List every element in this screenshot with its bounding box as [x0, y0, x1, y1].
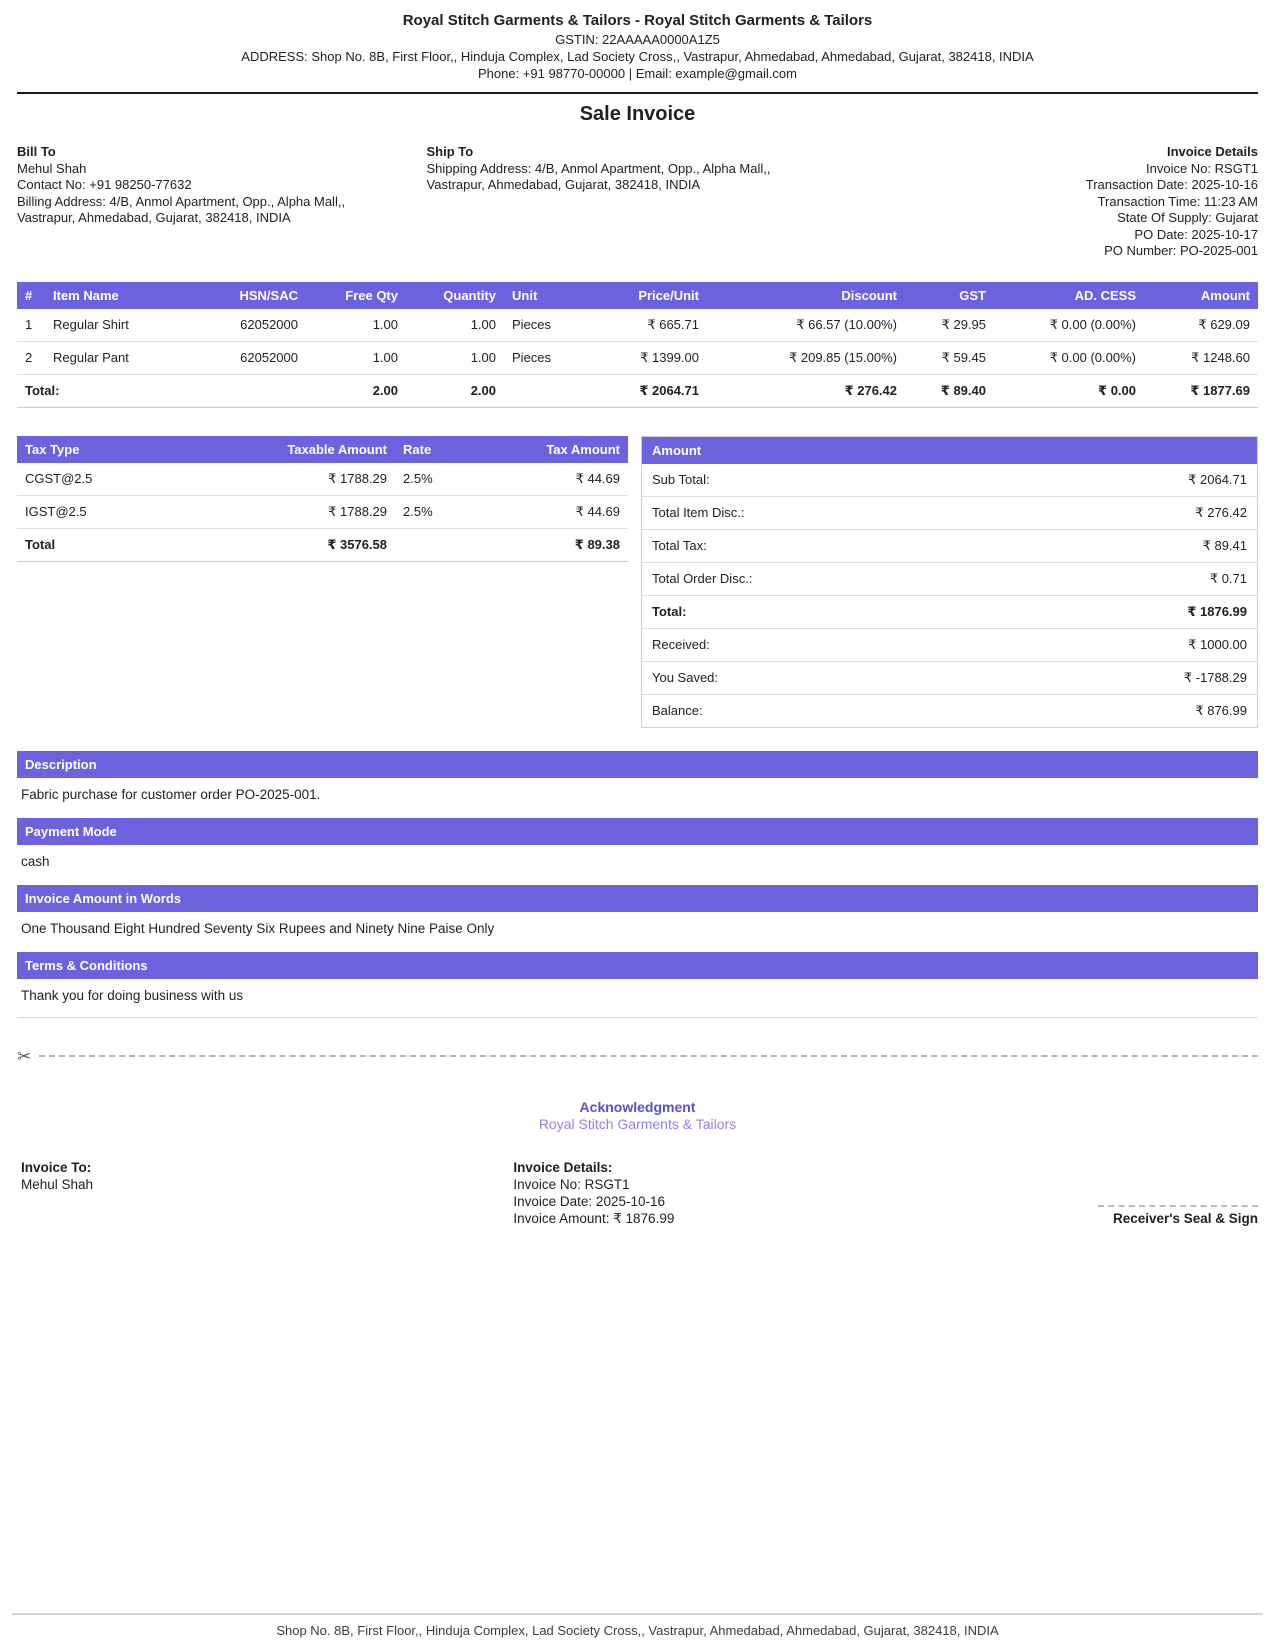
cell-price: ₹ 665.71	[610, 309, 707, 342]
tax-row	[17, 463, 628, 496]
summary-row-balance	[642, 695, 1257, 727]
total-amount: ₹ 1877.69	[1144, 374, 1258, 407]
summary-row-total	[642, 596, 1257, 629]
tax-total-label: Total	[17, 528, 175, 561]
total-free-qty: 2.00	[306, 374, 406, 407]
cut-dashed-line	[39, 1055, 1258, 1057]
footer-address: Shop No. 8B, First Floor,, Hinduja Complex, Lad Society Cross,, Vastrapur, Ahmedabad, Ahmedabad, Gujarat, 382418, INDIA	[276, 1623, 999, 1638]
summary-value: ₹ 1876.99	[1187, 603, 1247, 619]
cell-index: 1	[17, 309, 45, 342]
po-number-line: PO Number: PO-2025-001	[1104, 243, 1258, 258]
amount-in-words-content: One Thousand Eight Hundred Seventy Six Rupees and Ninety Nine Paise Only	[21, 920, 495, 936]
tax-total-taxable: ₹ 3576.58	[175, 528, 395, 561]
invoice-no-line: Invoice No: RSGT1	[1146, 160, 1258, 176]
description-content: Fabric purchase for customer order PO-2025-001.	[21, 786, 321, 802]
col-discount: Discount	[707, 282, 905, 309]
items-header-row	[17, 282, 1258, 309]
tax-amount-row	[17, 436, 1258, 728]
document-title: Sale Invoice	[579, 103, 696, 125]
col-gst: GST	[905, 282, 994, 309]
col-price-unit: Price/Unit	[610, 282, 707, 309]
ack-invoice-details-block	[513, 1159, 1098, 1227]
cell-rate: 2.5%	[395, 463, 475, 496]
terms-section	[17, 952, 1258, 1007]
col-tax-amount: Tax Amount	[475, 436, 628, 463]
summary-row-tax	[642, 530, 1257, 563]
total-gst: ₹ 89.40	[905, 374, 994, 407]
payment-mode-section	[17, 818, 1258, 873]
items-table	[17, 282, 1258, 408]
parties-row	[17, 144, 1258, 260]
col-taxable-amount: Taxable Amount	[175, 436, 395, 463]
description-section	[17, 751, 1258, 806]
tax-header-row	[17, 436, 628, 463]
ship-to-block	[427, 144, 812, 260]
amount-panel-title: Amount	[642, 437, 1257, 464]
header-divider	[17, 92, 1258, 94]
cell-ad-cess: ₹ 0.00 (0.00%)	[994, 341, 1144, 374]
cell-quantity: 1.00	[406, 341, 504, 374]
amount-in-words-section	[17, 885, 1258, 940]
summary-label: You Saved:	[652, 669, 719, 685]
items-total-row	[17, 374, 1258, 407]
payment-mode-content: cash	[21, 853, 50, 869]
tax-table	[17, 436, 628, 562]
summary-row-subtotal	[642, 464, 1257, 497]
total-price: ₹ 2064.71	[610, 374, 707, 407]
terms-divider	[17, 1017, 1258, 1018]
cell-amount: ₹ 629.09	[1144, 309, 1258, 342]
invoice-details-block	[811, 144, 1258, 260]
ack-invoice-date: Invoice Date: 2025-10-16	[513, 1193, 665, 1209]
summary-value: ₹ 0.71	[1209, 570, 1247, 586]
transaction-time-line: Transaction Time: 11:23 AM	[1097, 193, 1258, 209]
transaction-date-line: Transaction Date: 2025-10-16	[1085, 177, 1258, 192]
ship-to-title: Ship To	[426, 144, 474, 159]
payment-mode-title: Payment Mode	[17, 818, 1258, 845]
col-unit: Unit	[504, 282, 610, 309]
tax-row	[17, 495, 628, 528]
cell-amount: ₹ 1248.60	[1144, 341, 1258, 374]
cell-gst: ₹ 29.95	[905, 309, 994, 342]
terms-content: Thank you for doing business with us	[21, 987, 244, 1003]
cell-tax-amount: ₹ 44.69	[475, 463, 628, 496]
bill-to-title: Bill To	[17, 144, 56, 159]
description-title: Description	[17, 751, 1258, 778]
total-quantity: 2.00	[406, 374, 504, 407]
company-header	[17, 12, 1258, 82]
summary-value: ₹ 876.99	[1195, 702, 1247, 718]
col-tax-type: Tax Type	[17, 436, 175, 463]
summary-value: ₹ 2064.71	[1188, 471, 1247, 487]
ack-invoice-amount: Invoice Amount: ₹ 1876.99	[513, 1210, 675, 1226]
col-rate: Rate	[395, 436, 475, 463]
col-free-qty: Free Qty	[306, 282, 406, 309]
col-ad-cess: AD. CESS	[994, 282, 1144, 309]
amount-in-words-title: Invoice Amount in Words	[17, 885, 1258, 912]
summary-row-received	[642, 629, 1257, 662]
ack-invoice-to-name: Mehul Shah	[21, 1176, 94, 1192]
receiver-seal-label: Receiver's Seal & Sign	[1098, 1205, 1258, 1227]
summary-value: ₹ 276.42	[1195, 504, 1247, 520]
page-footer	[0, 1613, 1275, 1650]
scissors-icon: ✂	[17, 1046, 32, 1066]
total-unit	[504, 374, 610, 407]
total-discount: ₹ 276.42	[707, 374, 905, 407]
bill-to-address: Billing Address: 4/B, Anmol Apartment, Opp., Alpha Mall,, Vastrapur, Ahmedabad, Gujarat, 382418, INDIA	[17, 193, 346, 225]
item-row	[17, 309, 1258, 342]
cell-discount: ₹ 209.85 (15.00%)	[707, 341, 905, 374]
cell-rate: 2.5%	[395, 495, 475, 528]
item-row	[17, 341, 1258, 374]
terms-title: Terms & Conditions	[17, 952, 1258, 979]
cell-item-name: Regular Pant	[45, 341, 210, 374]
summary-label: Balance:	[652, 702, 703, 718]
state-of-supply-line: State Of Supply: Gujarat	[1117, 210, 1258, 225]
summary-label: Total Tax:	[652, 537, 707, 553]
amount-summary-panel	[641, 436, 1258, 728]
cell-price: ₹ 1399.00	[610, 341, 707, 374]
company-address: ADDRESS: Shop No. 8B, First Floor,, Hinduja Complex, Lad Society Cross,, Vastrapur, Ahmedabad, Ahmedabad, Gujarat, 382418, INDIA	[241, 49, 1034, 64]
tax-total-row	[17, 528, 628, 561]
cell-unit: Pieces	[504, 309, 610, 342]
summary-value: ₹ 89.41	[1202, 537, 1247, 553]
cell-hsn: 62052000	[210, 309, 306, 342]
bill-to-block	[17, 144, 427, 260]
cell-taxable-amount: ₹ 1788.29	[175, 463, 395, 496]
tax-table-wrap	[17, 436, 628, 562]
cell-index: 2	[17, 341, 45, 374]
cell-discount: ₹ 66.57 (10.00%)	[707, 309, 905, 342]
items-table-wrap	[17, 282, 1258, 408]
cell-free-qty: 1.00	[306, 341, 406, 374]
cell-ad-cess: ₹ 0.00 (0.00%)	[994, 309, 1144, 342]
cell-hsn: 62052000	[210, 341, 306, 374]
ship-to-address: Shipping Address: 4/B, Anmol Apartment, Opp., Alpha Mall,, Vastrapur, Ahmedabad, Gujarat, 382418, INDIA	[426, 160, 771, 192]
acknowledgment-columns	[17, 1159, 1258, 1227]
cell-item-name: Regular Shirt	[45, 309, 210, 342]
ack-invoice-to-label: Invoice To:	[21, 1159, 92, 1175]
company-name: Royal Stitch Garments & Tailors - Royal Stitch Garments & Tailors	[402, 12, 873, 29]
acknowledgment-header	[17, 1099, 1258, 1133]
cell-tax-type: CGST@2.5	[17, 463, 175, 496]
bill-to-contact: Contact No: +91 98250-77632	[17, 177, 192, 192]
summary-row-item-disc	[642, 497, 1257, 530]
summary-label: Received:	[652, 636, 710, 652]
tax-total-amount: ₹ 89.38	[475, 528, 628, 561]
total-label: Total:	[17, 374, 306, 407]
col-index: #	[17, 282, 45, 309]
receiver-seal-block	[1098, 1205, 1258, 1227]
col-amount: Amount	[1144, 282, 1258, 309]
ack-details-label: Invoice Details:	[513, 1159, 613, 1175]
summary-value: ₹ -1788.29	[1183, 669, 1247, 685]
ack-invoice-no: Invoice No: RSGT1	[513, 1176, 630, 1192]
cell-tax-amount: ₹ 44.69	[475, 495, 628, 528]
po-date-line: PO Date: 2025-10-17	[1134, 226, 1258, 242]
col-hsn-sac: HSN/SAC	[210, 282, 306, 309]
invoice-details-title: Invoice Details	[1166, 144, 1258, 159]
acknowledgment-company: Royal Stitch Garments & Tailors	[538, 1115, 737, 1132]
summary-value: ₹ 1000.00	[1188, 636, 1247, 652]
cut-line	[17, 1048, 1258, 1065]
tax-total-rate	[395, 528, 475, 561]
cell-quantity: 1.00	[406, 309, 504, 342]
cell-taxable-amount: ₹ 1788.29	[175, 495, 395, 528]
col-quantity: Quantity	[406, 282, 504, 309]
cell-gst: ₹ 59.45	[905, 341, 994, 374]
bill-to-name: Mehul Shah	[17, 160, 87, 176]
cell-unit: Pieces	[504, 341, 610, 374]
summary-label: Total Item Disc.:	[652, 504, 745, 520]
summary-label: Total:	[652, 603, 687, 619]
cell-tax-type: IGST@2.5	[17, 495, 175, 528]
company-gstin: GSTIN: 22AAAAA0000A1Z5	[555, 32, 720, 47]
ack-invoice-to-block	[17, 1159, 513, 1193]
total-ad-cess: ₹ 0.00	[994, 374, 1144, 407]
summary-label: Total Order Disc.:	[652, 570, 753, 586]
col-item-name: Item Name	[45, 282, 210, 309]
company-contact: Phone: +91 98770-00000 | Email: example@gmail.com	[477, 66, 797, 81]
acknowledgment-title: Acknowledgment	[579, 1098, 696, 1115]
cell-free-qty: 1.00	[306, 309, 406, 342]
summary-row-order-disc	[642, 563, 1257, 596]
summary-label: Sub Total:	[652, 471, 710, 487]
summary-row-you-saved	[642, 662, 1257, 695]
